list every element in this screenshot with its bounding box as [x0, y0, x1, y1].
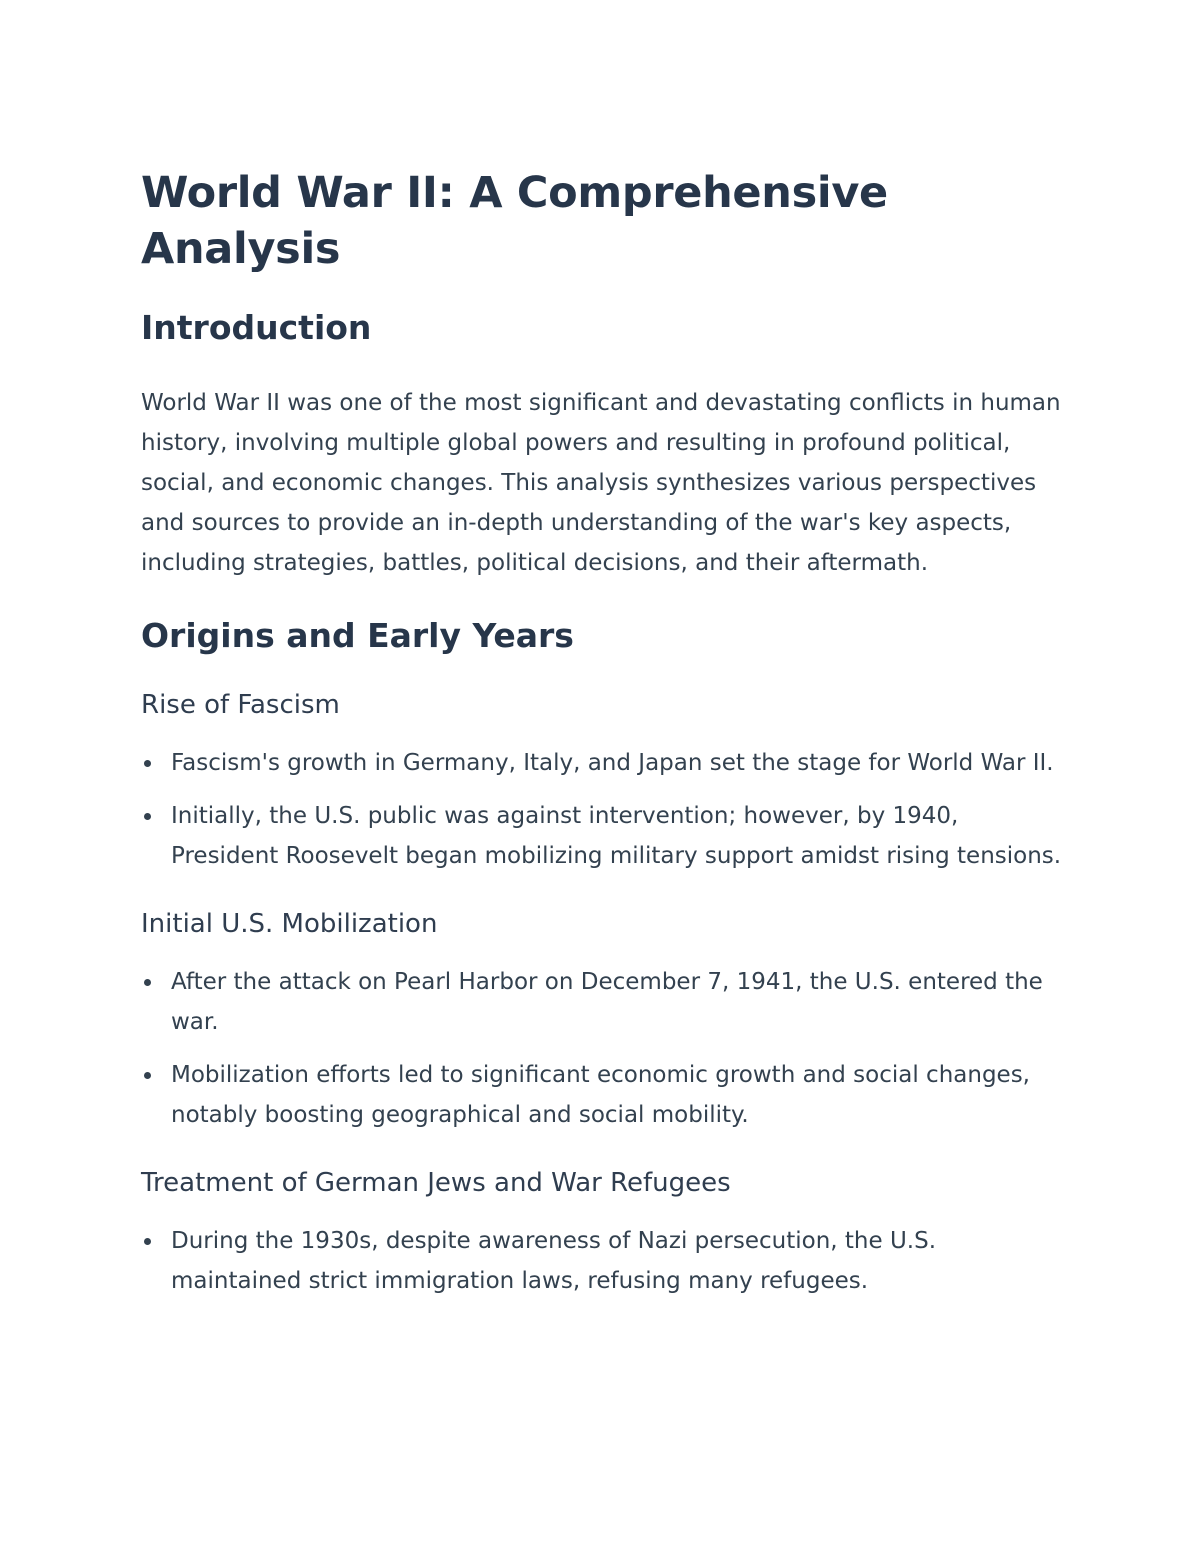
list-item: After the attack on Pearl Harbor on December 7, 1941, the U.S. entered the war.: [141, 962, 1068, 1042]
introduction-paragraph: World War II was one of the most significant and devastating conflicts in human history, involving multiple global powers and resulting in profound political, social, and economic changes. This analysis synthesizes various perspectives and sources to provide an in-depth understanding of the war's key aspects, including strategies, battles, political decisions, and their aftermath.: [141, 390, 1061, 576]
bullet-list-initial-us-mobilization: [141, 962, 1068, 1135]
subsection-heading-treatment-of-jews-refugees: Treatment of German Jews and War Refugees: [141, 1168, 731, 1198]
section-heading-introduction: Introduction: [141, 308, 372, 347]
section-heading-origins: Origins and Early Years: [141, 616, 574, 655]
subsection-heading-rise-of-fascism: Rise of Fascism: [141, 690, 340, 720]
list-item: Initially, the U.S. public was against intervention; however, by 1940, President Roosevelt began mobilizing military support amidst rising tensions.: [141, 796, 1068, 876]
list-item: Fascism's growth in Germany, Italy, and Japan set the stage for World War II.: [141, 743, 1068, 783]
subsection-heading-initial-us-mobilization: Initial U.S. Mobilization: [141, 909, 438, 939]
list-item: Mobilization efforts led to significant economic growth and social changes, notably boosting geographical and social mobility.: [141, 1055, 1068, 1135]
bullet-list-treatment-of-jews-refugees: [141, 1221, 1068, 1301]
bullet-list-rise-of-fascism: [141, 743, 1068, 876]
list-item: During the 1930s, despite awareness of Nazi persecution, the U.S. maintained strict immigration laws, refusing many refugees.: [141, 1221, 1068, 1301]
document-title: World War II: A Comprehensive Analysis: [141, 168, 888, 274]
